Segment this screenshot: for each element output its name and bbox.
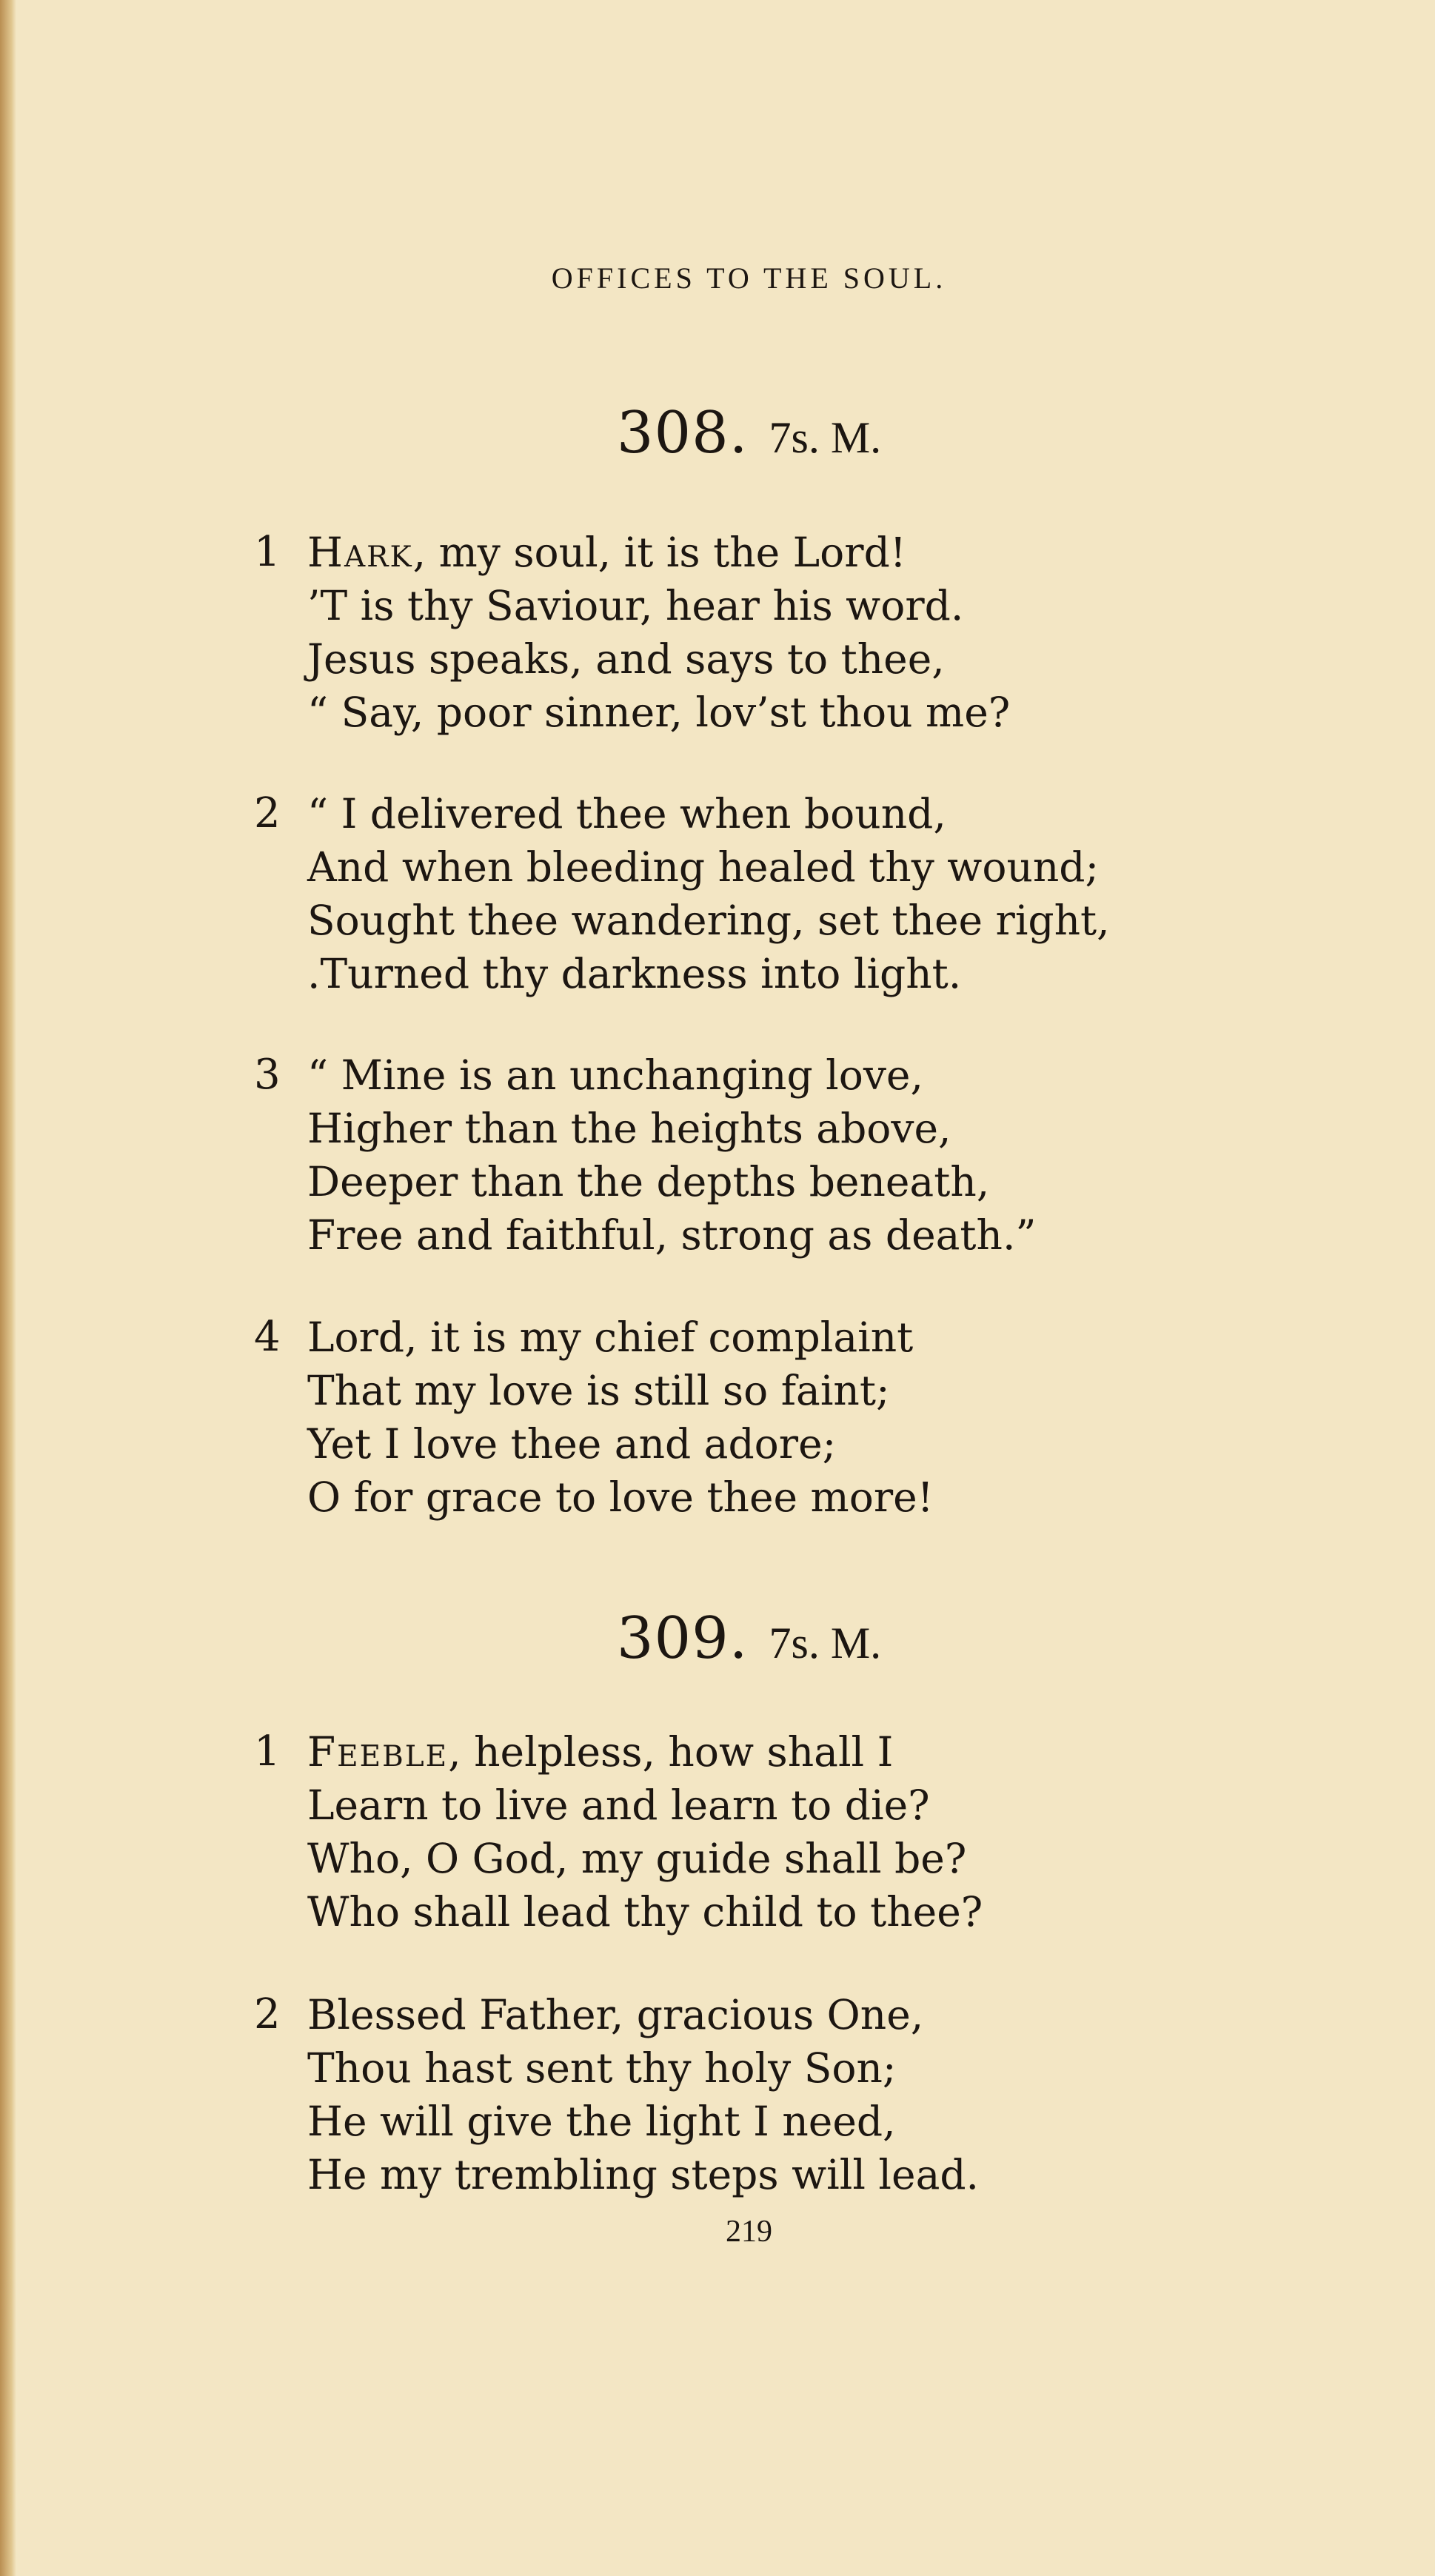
hymn-heading (0, 1605, 1435, 1672)
verse-line: “ Say, poor sinner, lov’st thou me? (307, 689, 1011, 736)
verse-line (307, 1725, 1307, 1779)
stanza (255, 1988, 1307, 2201)
verse-line: .Turned thy darkness into light. (307, 950, 962, 997)
first-line-rest: , my soul, it is the Lord! (412, 529, 906, 576)
verse-line: Yet I love thee and adore; (307, 1420, 837, 1468)
stanza (255, 1048, 1307, 1262)
verse-line: Who, O God, my guide shall be? (307, 1835, 967, 1882)
running-head: OFFICES TO THE SOUL. (551, 261, 947, 295)
verse-line: “ Mine is an unchanging love, (307, 1051, 923, 1099)
page-number: 219 (726, 2215, 772, 2249)
stanza-number: 4 (254, 1313, 281, 1361)
verse-line (307, 526, 1307, 579)
stanza-number: 1 (254, 1727, 281, 1776)
verse-line: Sought thee wandering, set thee right, (307, 897, 1110, 944)
hymn-meter: 7s. M. (769, 1619, 882, 1667)
stanza-number: 3 (254, 1051, 281, 1099)
hymn-meter: 7s. M. (769, 413, 882, 462)
verse-line: O for grace to love thee more! (307, 1473, 934, 1521)
verse-line: Blessed Father, gracious One, (307, 1991, 924, 2038)
verse-line: He will give the light I need, (307, 2098, 896, 2145)
verse-line: Free and faithful, strong as death.” (307, 1211, 1037, 1259)
verse-line: That my love is still so faint; (307, 1367, 890, 1414)
verse-line: Lord, it is my chief complaint (307, 1314, 914, 1361)
verse-line: ’T is thy Saviour, hear his word. (307, 582, 964, 629)
first-word: Feeble (307, 1728, 449, 1776)
verse-line: Higher than the heights above, (307, 1105, 951, 1152)
verse-line: Jesus speaks, and says to thee, (307, 635, 945, 683)
hymn-number: 309. (616, 1605, 749, 1672)
stanza-number: 2 (254, 789, 281, 837)
hymn-heading (0, 400, 1435, 466)
stanza-number: 2 (254, 1990, 281, 2038)
first-line-rest: , helpless, how shall I (448, 1728, 894, 1776)
stanza (255, 1725, 1307, 1938)
stanza (255, 526, 1307, 739)
stanza-number: 1 (254, 528, 281, 576)
verse-line: Learn to live and learn to die? (307, 1782, 930, 1829)
verse-line: He my trembling steps will lead. (307, 2151, 980, 2198)
verse-line: Who shall lead thy child to thee? (307, 1888, 983, 1936)
verse-line: Deeper than the depths beneath, (307, 1158, 990, 1205)
first-word: Hark (307, 529, 413, 576)
hymn-number: 308. (616, 400, 749, 466)
verse-line: Thou hast sent thy holy Son; (307, 2044, 897, 2092)
stanza (255, 1311, 1307, 1524)
stanza (255, 787, 1307, 1000)
verse-line: “ I delivered thee when bound, (307, 790, 946, 837)
page-edge (0, 0, 16, 2576)
verse-line: And when bleeding healed thy wound; (307, 843, 1100, 891)
